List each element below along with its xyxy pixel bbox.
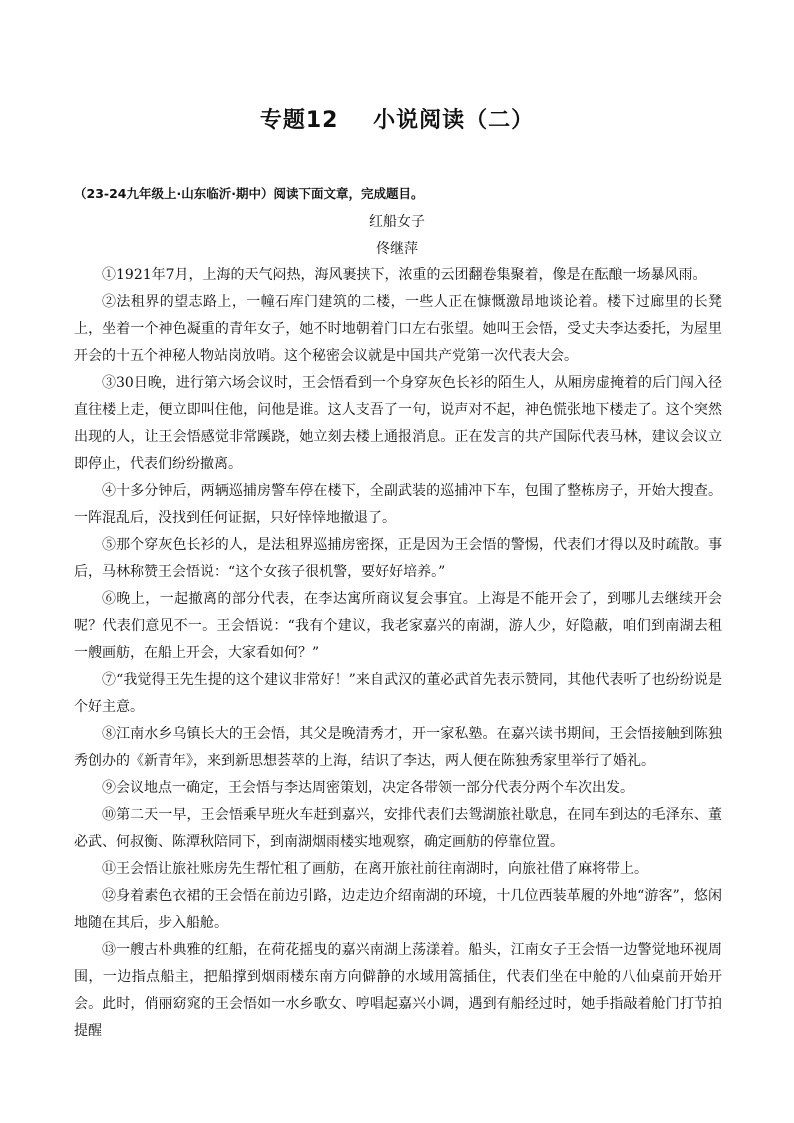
story-author: 佟继萍 bbox=[376, 241, 418, 257]
paragraph-2: ②法租界的望志路上，一幢石库门建筑的二楼，一些人正在慷慨激昂地谈论着。楼下过廊里的长凳上，坐着一个神色凝重的青年女子，她不时地朝着门口左右张望。她叫王会悟，受丈夫李达委托，为屋里开会的十五个神秘人物站岗放哨。这个秘密会议就是中国共产党第一次代表大会。 bbox=[74, 294, 722, 364]
paragraph-6: ⑥晚上，一起撤离的部分代表，在李达寓所商议复会事宜。上海是不能开会了，到哪儿去继续开会呢？代表们意见不一。王会悟说：“我有个建议，我老家嘉兴的南湖，游人少，好隐蔽，咱们到南湖去租一艘画舫，在船上开会，大家看如何？” bbox=[74, 591, 722, 661]
paragraph-8: ⑧江南水乡乌镇长大的王会悟，其父是晚清秀才，开一家私塾。在嘉兴读书期间，王会悟接触到陈独秀创办的《新青年》，来到新思想荟萃的上海，结识了李达，两人便在陈独秀家里举行了婚礼。 bbox=[74, 726, 722, 769]
paragraph-12: ⑫身着素色衣裙的王会悟在前边引路，边走边介绍南湖的环境，十几位西装革履的外地“游客”，悠闲地随在其后，步入船舱。 bbox=[74, 888, 722, 931]
story-body bbox=[74, 262, 722, 1045]
paragraph-10: ⑩第二天一早，王会悟乘早班火车赶到嘉兴，安排代表们去鸳湖旅社歇息，在同车到达的毛泽东、董必武、何叔衡、陈潭秋陪同下，到南湖烟雨楼实地观察，确定画舫的停靠位置。 bbox=[74, 807, 722, 850]
question-source-line: （23-24九年级上·山东临沂·期中）阅读下面文章，完成题目。 bbox=[74, 186, 424, 201]
story-title: 红船女子 bbox=[369, 214, 425, 230]
paragraph-13: ⑬一艘古朴典雅的红船，在荷花摇曳的嘉兴南湖上荡漾着。船头，江南女子王会悟一边警觉地环视周围，一边指点船主，把船撑到烟雨楼东南方向僻静的水域用篙插住，代表们坐在中舱的八仙桌前开始开会。此时，俏丽窈窕的王会悟如一水乡歌女、哼唱起嘉兴小调，遇到有船经过时，她手指敲着舱门打节拍提醒 bbox=[74, 942, 722, 1039]
page-title: 专题12 小说阅读（二） bbox=[259, 108, 535, 133]
paragraph-9: ⑨会议地点一确定，王会悟与李达周密策划，决定各带领一部分代表分两个车次出发。 bbox=[102, 780, 634, 796]
paragraph-3: ③30日晚，进行第六场会议时，王会悟看到一个身穿灰色长衫的陌生人，从厢房虚掩着的后门闯入径直往楼上走，便立即叫住他，问他是谁。这人支吾了一句，说声对不起，神色慌张地下楼走了。这个突然出现的人，让王会悟感觉非常蹊跷，她立刻去楼上通报消息。正在发言的共产国际代表马林，建议会议立即停止，代表们纷纷撤离。 bbox=[74, 375, 722, 472]
paragraph-11: ⑪王会悟让旅社账房先生帮忙租了画舫，在离开旅社前往南湖时，向旅社借了麻将带上。 bbox=[102, 861, 648, 877]
paragraph-4: ④十多分钟后，两辆巡捕房警车停在楼下，全副武装的巡捕冲下车，包围了整栋房子，开始大搜查。一阵混乱后，没找到任何证据，只好悻悻地撤退了。 bbox=[74, 483, 722, 526]
paragraph-1: ①1921年7月，上海的天气闷热，海风裹挟下，浓重的云团翻卷集聚着，像是在酝酿一场暴风雨。 bbox=[102, 267, 707, 283]
paragraph-7: ⑦“我觉得王先生提的这个建议非常好！”来自武汉的董必武首先表示赞同，其他代表听了也纷纷说是个好主意。 bbox=[74, 672, 722, 715]
paragraph-5: ⑤那个穿灰色长衫的人，是法租界巡捕房密探，正是因为王会悟的警惕，代表们才得以及时疏散。事后，马林称赞王会悟说：“这个女孩子很机警，要好好培养。” bbox=[74, 537, 722, 580]
